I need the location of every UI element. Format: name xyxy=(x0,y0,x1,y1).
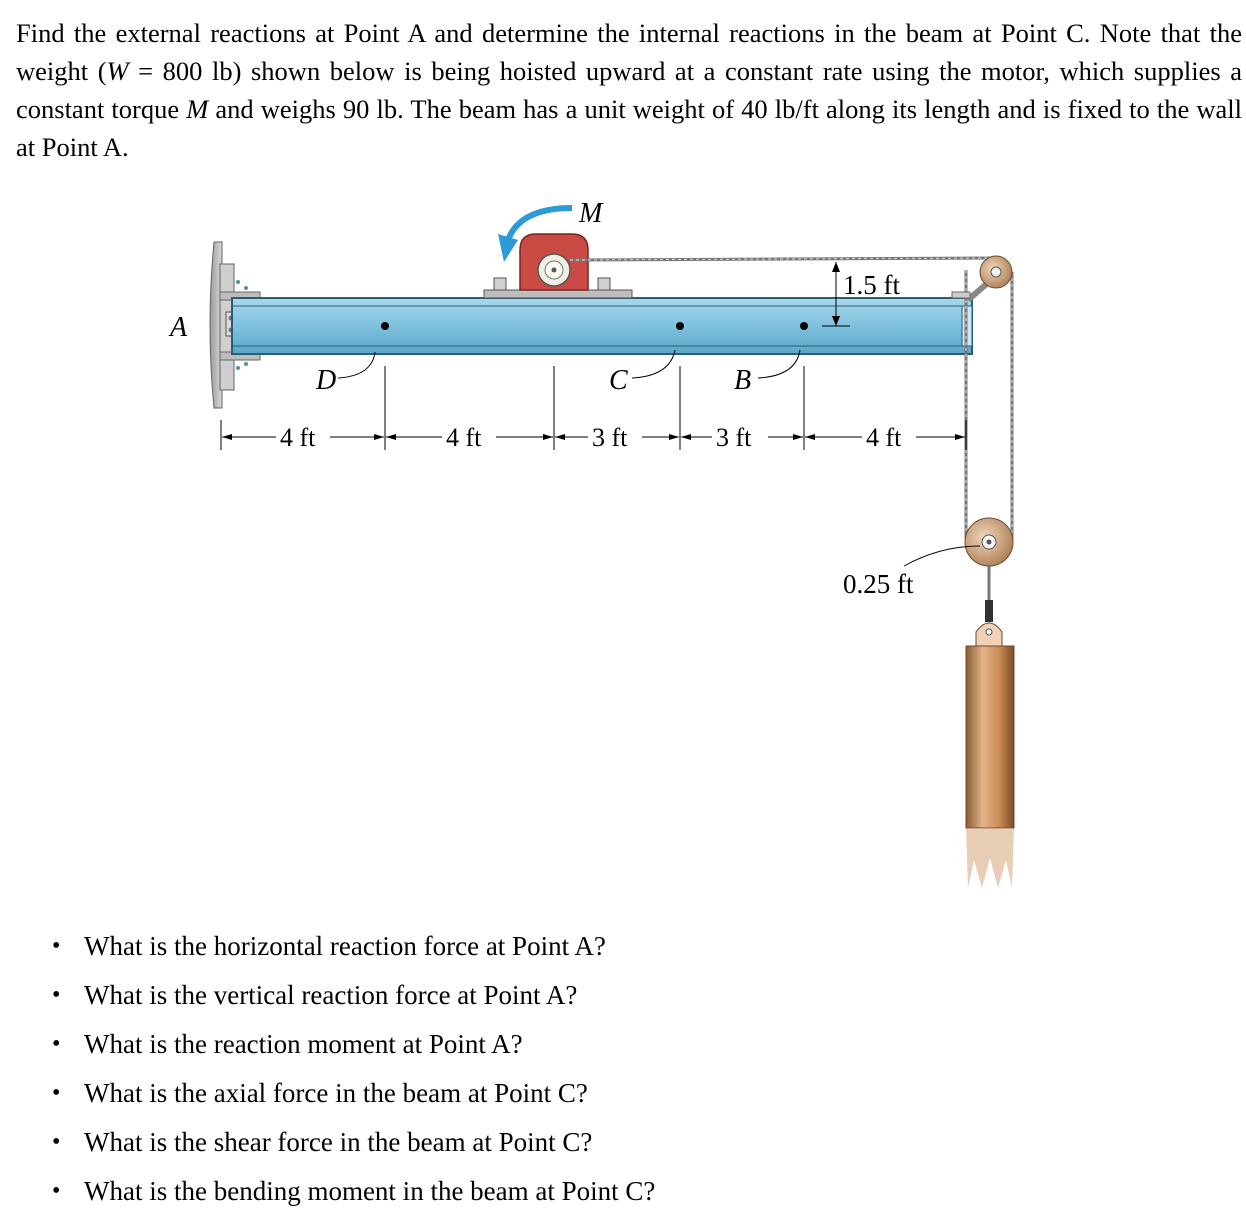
bullet: • xyxy=(52,1080,61,1106)
beam xyxy=(232,298,972,354)
question-item xyxy=(52,1120,1152,1169)
question-item xyxy=(52,1169,1152,1218)
label-a: A xyxy=(170,312,188,343)
weight-symbol: W xyxy=(106,56,129,86)
dimension-label: 4 ft xyxy=(866,423,902,452)
question-item xyxy=(52,1022,1152,1071)
question-text: What is the reaction moment at Point A? xyxy=(84,1029,523,1059)
question-item xyxy=(52,1071,1152,1120)
bullet: • xyxy=(52,1129,61,1155)
label-b: B xyxy=(734,365,752,396)
hanging-weight xyxy=(966,623,1014,888)
question-item xyxy=(52,973,1152,1022)
bullet: • xyxy=(52,982,61,1008)
height-label: 1.5 ft xyxy=(843,270,900,300)
question-text: What is the vertical reaction force at Point A? xyxy=(84,980,578,1010)
problem-text-3: and weighs 90 lb. The beam has a unit weight of 40 lb/ft along its length and is fixed to the wall at Point A. xyxy=(16,94,1242,162)
label-d: D xyxy=(316,365,337,396)
question-text: What is the bending moment in the beam at Point C? xyxy=(84,1176,656,1206)
torque-symbol: M xyxy=(186,94,209,124)
bullet: • xyxy=(52,933,61,959)
dimension-label: 4 ft xyxy=(446,423,482,452)
question-list xyxy=(52,924,1152,1218)
problem-text-1: Find the external reactions at Point A and determine the internal reactions in the beam at Point C. Note that the weight ( xyxy=(16,18,1242,86)
bullet: • xyxy=(52,1031,61,1057)
radius-label: 0.25 ft xyxy=(843,569,914,599)
question-text: What is the horizontal reaction force at Point A? xyxy=(84,931,606,961)
label-c: C xyxy=(609,365,628,396)
question-text: What is the axial force in the beam at Point C? xyxy=(84,1078,588,1108)
dimension-label: 3 ft xyxy=(592,423,628,452)
dimension-label: 4 ft xyxy=(280,423,316,452)
problem-text-2: = 800 lb) shown below is being hoisted upward at a constant rate using the motor, which supplies a constant torque xyxy=(16,56,1242,124)
label-m: M xyxy=(579,198,603,229)
top-pulley xyxy=(952,256,1012,300)
bottom-pulley xyxy=(965,518,1013,622)
question-item xyxy=(52,924,1152,973)
question-text: What is the shear force in the beam at Point C? xyxy=(84,1127,593,1157)
bullet: • xyxy=(52,1178,61,1204)
dimension-label: 3 ft xyxy=(716,423,752,452)
